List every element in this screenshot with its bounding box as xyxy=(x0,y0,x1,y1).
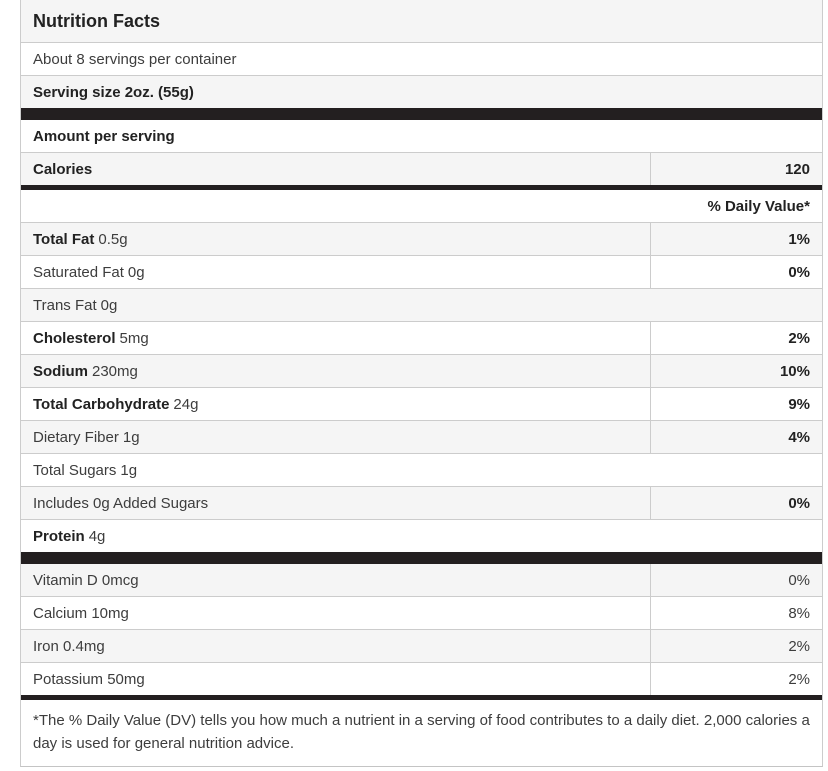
amount-per-serving-label: Amount per serving xyxy=(33,128,175,145)
calories-value: 120 xyxy=(650,153,822,185)
daily-value: 2% xyxy=(650,630,822,662)
daily-value: 0% xyxy=(650,564,822,596)
nutrient-row-sodium xyxy=(21,355,822,388)
vitamin-row-vitamin-d xyxy=(21,564,822,597)
nutrient-row-total-sugars xyxy=(21,454,822,487)
thick-separator-bar xyxy=(21,108,822,120)
daily-value: 4% xyxy=(650,421,822,453)
daily-value: 10% xyxy=(650,355,822,387)
nutrient-name: Cholesterol xyxy=(33,330,116,347)
nutrient-row-saturated-fat xyxy=(21,256,822,289)
daily-value: 1% xyxy=(650,223,822,255)
vitamin-row-potassium xyxy=(21,663,822,695)
label-title: Nutrition Facts xyxy=(21,0,822,43)
vitamin-name: Calcium 10mg xyxy=(33,605,129,622)
nutrient-row-dietary-fiber xyxy=(21,421,822,454)
nutrient-amount: 4g xyxy=(88,528,106,545)
calories-row xyxy=(21,153,822,185)
daily-value: 0% xyxy=(650,487,822,519)
serving-size-row xyxy=(21,76,822,108)
nutrient-name: Trans Fat xyxy=(33,297,97,314)
thick-separator-bar xyxy=(21,552,822,564)
nutrient-amount: 0.5g xyxy=(98,231,128,248)
amount-per-serving-row xyxy=(21,120,822,153)
vitamin-name: Vitamin D 0mcg xyxy=(33,572,139,589)
nutrient-row-trans-fat xyxy=(21,289,822,322)
nutrition-facts-label xyxy=(20,0,823,767)
nutrient-row-added-sugars xyxy=(21,487,822,520)
nutrient-name: Total Sugars xyxy=(33,462,117,479)
daily-value-footnote: *The % Daily Value (DV) tells you how much a nutrient in a serving of food contributes to a daily diet. 2,000 calories a day is used for general nutrition advice. xyxy=(33,712,810,753)
serving-size: Serving size 2oz. (55g) xyxy=(33,84,194,101)
vitamin-row-iron xyxy=(21,630,822,663)
nutrient-amount: 5mg xyxy=(119,330,149,347)
servings-per-container-row xyxy=(21,43,822,76)
nutrient-row-protein xyxy=(21,520,822,552)
daily-value: 9% xyxy=(650,388,822,420)
nutrient-amount: 230mg xyxy=(92,363,138,380)
nutrient-row-total-carbohydrate xyxy=(21,388,822,421)
daily-value: 8% xyxy=(650,597,822,629)
servings-per-container: About 8 servings per container xyxy=(33,51,237,68)
nutrient-name: Dietary Fiber xyxy=(33,429,119,446)
nutrient-name: Sodium xyxy=(33,363,88,380)
vitamin-name: Potassium 50mg xyxy=(33,671,145,688)
daily-value-header: % Daily Value* xyxy=(21,190,822,223)
vitamin-name: Iron 0.4mg xyxy=(33,638,105,655)
nutrient-amount: 1g xyxy=(120,462,138,479)
daily-value: 0% xyxy=(650,256,822,288)
daily-value: 2% xyxy=(650,663,822,695)
nutrient-amount: 24g xyxy=(173,396,199,413)
calories-label: Calories xyxy=(33,161,93,178)
daily-value: 2% xyxy=(650,322,822,354)
nutrient-name: Includes 0g Added Sugars xyxy=(33,495,209,512)
nutrient-name: Saturated Fat xyxy=(33,264,124,281)
nutrient-amount: 0g xyxy=(100,297,118,314)
nutrient-amount: 0g xyxy=(127,264,145,281)
nutrient-amount: 1g xyxy=(122,429,140,446)
nutrient-name: Total Carbohydrate xyxy=(33,396,170,413)
nutrient-row-total-fat xyxy=(21,223,822,256)
nutrient-row-cholesterol xyxy=(21,322,822,355)
vitamin-row-calcium xyxy=(21,597,822,630)
nutrient-name: Protein xyxy=(33,528,85,545)
nutrient-name: Total Fat xyxy=(33,231,95,248)
